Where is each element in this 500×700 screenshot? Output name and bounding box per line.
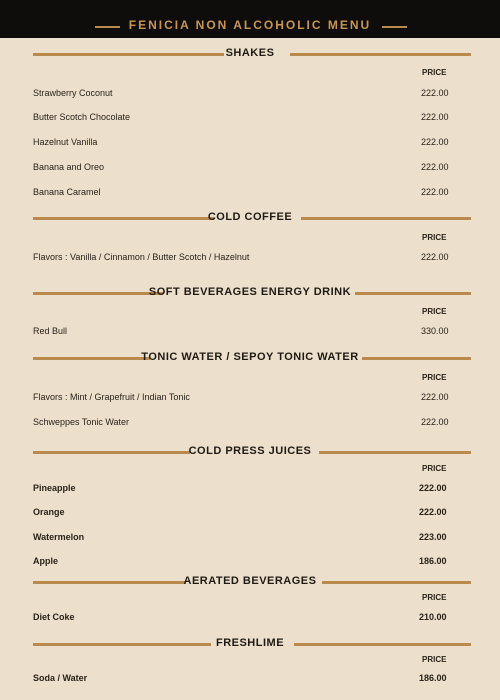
header-divider-right bbox=[382, 26, 407, 28]
item-price: 210.00 bbox=[419, 612, 447, 622]
price-column-label: PRICE bbox=[422, 68, 447, 77]
section-title: TONIC WATER / SEPOY TONIC WATER bbox=[141, 351, 359, 363]
item-name: Apple bbox=[33, 556, 59, 566]
section-title: COLD COFFEE bbox=[207, 211, 293, 223]
section-divider bbox=[301, 217, 471, 220]
section-divider bbox=[294, 643, 471, 646]
menu-item bbox=[0, 483, 500, 495]
item-name: Diet Coke bbox=[33, 612, 75, 622]
item-name: Watermelon bbox=[33, 532, 85, 542]
section-header-cold-press bbox=[0, 445, 500, 459]
item-name: Red Bull bbox=[33, 326, 68, 336]
price-column-label: PRICE bbox=[422, 655, 447, 664]
item-name: Pineapple bbox=[33, 483, 76, 493]
menu-item bbox=[0, 112, 500, 124]
price-column-label: PRICE bbox=[422, 464, 447, 473]
price-column-label: PRICE bbox=[422, 307, 447, 316]
price-column-label: PRICE bbox=[422, 233, 447, 242]
section-header-aerated bbox=[0, 575, 500, 589]
item-name: Butter Scotch Chocolate bbox=[33, 112, 131, 122]
menu-item bbox=[0, 673, 500, 685]
section-header-cold-coffee bbox=[0, 211, 500, 225]
section-title: SOFT BEVERAGES ENERGY DRINK bbox=[148, 286, 352, 298]
item-price: 222.00 bbox=[421, 137, 449, 147]
section-divider bbox=[290, 53, 471, 56]
section-title: SHAKES bbox=[225, 47, 275, 59]
section-header-tonic-water bbox=[0, 351, 500, 365]
menu-item bbox=[0, 417, 500, 429]
item-name: Flavors : Mint / Grapefruit / Indian Tonic bbox=[33, 392, 190, 402]
section-divider bbox=[322, 581, 471, 584]
menu-item bbox=[0, 137, 500, 149]
menu-header bbox=[0, 0, 500, 38]
section-title: AERATED BEVERAGES bbox=[183, 575, 317, 587]
menu-item bbox=[0, 326, 500, 338]
menu-item bbox=[0, 162, 500, 174]
item-price: 222.00 bbox=[421, 112, 449, 122]
menu-title: FENICIA NON ALCOHOLIC MENU bbox=[128, 18, 372, 32]
item-name: Banana Caramel bbox=[33, 187, 101, 197]
section-header-shakes bbox=[0, 47, 500, 61]
section-header-soft-beverages bbox=[0, 286, 500, 300]
item-name: Flavors : Vanilla / Cinnamon / Butter Scotch / Hazelnut bbox=[33, 252, 250, 262]
menu-item bbox=[0, 612, 500, 624]
item-price: 222.00 bbox=[421, 187, 449, 197]
section-divider bbox=[319, 451, 471, 454]
section-header-freshlime bbox=[0, 637, 500, 651]
item-price: 222.00 bbox=[421, 252, 449, 262]
item-price: 186.00 bbox=[419, 673, 447, 683]
price-column-label: PRICE bbox=[422, 593, 447, 602]
item-name: Strawberry Coconut bbox=[33, 88, 113, 98]
item-price: 222.00 bbox=[419, 483, 447, 493]
item-price: 222.00 bbox=[421, 162, 449, 172]
menu-item bbox=[0, 507, 500, 519]
section-divider bbox=[355, 292, 471, 295]
item-name: Banana and Oreo bbox=[33, 162, 105, 172]
price-column-label: PRICE bbox=[422, 373, 447, 382]
item-price: 222.00 bbox=[421, 88, 449, 98]
item-price: 222.00 bbox=[419, 507, 447, 517]
menu-item bbox=[0, 392, 500, 404]
section-title: COLD PRESS JUICES bbox=[188, 445, 312, 457]
item-name: Orange bbox=[33, 507, 65, 517]
item-price: 186.00 bbox=[419, 556, 447, 566]
item-name: Hazelnut Vanilla bbox=[33, 137, 98, 147]
item-price: 222.00 bbox=[421, 392, 449, 402]
section-divider bbox=[362, 357, 471, 360]
item-name: Soda / Water bbox=[33, 673, 88, 683]
section-title: FRESHLIME bbox=[215, 637, 285, 649]
menu-item bbox=[0, 556, 500, 568]
menu-item bbox=[0, 88, 500, 100]
item-price: 222.00 bbox=[421, 417, 449, 427]
menu-item bbox=[0, 187, 500, 199]
menu-item bbox=[0, 532, 500, 544]
item-price: 330.00 bbox=[421, 326, 449, 336]
menu-item bbox=[0, 252, 500, 264]
item-name: Schweppes Tonic Water bbox=[33, 417, 130, 427]
item-price: 223.00 bbox=[419, 532, 447, 542]
